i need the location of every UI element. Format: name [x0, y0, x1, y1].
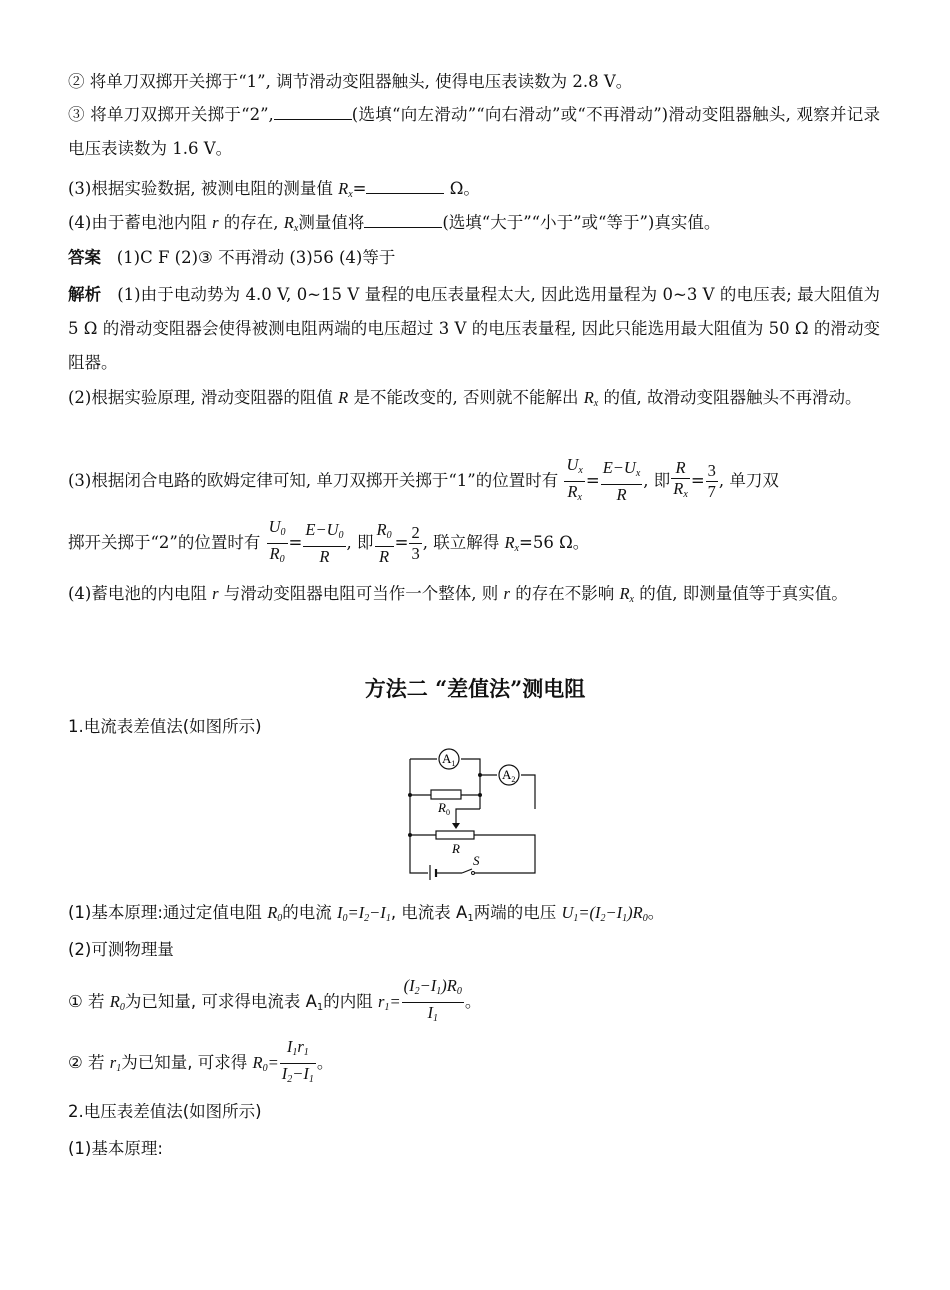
- answer-line: 答案 (1)C F (2)③ 不再滑动 (3)56 (4)等于: [68, 248, 396, 267]
- slider-arrow: [452, 823, 460, 829]
- junction-3: [478, 793, 482, 797]
- fraction-r0-r: $\frac{R_0}{R}$: [376, 520, 392, 566]
- junction-4: [408, 833, 412, 837]
- method-1-principle: (1)基本原理:通过定值电阻 $R_0$的电流 $I_0=I_2-I_1$, 电流表 $A_1$两端的电压 $U_1=(I_2-I_1)R_0$。: [68, 903, 665, 924]
- section-heading: 方法二 “差值法”测电阻: [364, 676, 586, 701]
- fraction-r1: $\frac{(I_2-I_1)R_0}{I_1}$: [403, 976, 462, 1024]
- answer-label: 答案: [68, 248, 101, 267]
- fraction-u0-r0: $\frac{U_0}{R_0}$: [268, 517, 286, 565]
- rheostat-r-label: R: [452, 841, 460, 856]
- resistor-r0-label: $R_0$: [438, 800, 450, 817]
- wire-r-feed: [456, 809, 480, 824]
- analysis-2: (2)根据实验原理, 滑动变阻器的阻值 R 是不能改变的, 否则就不能解出 $R_x$ 的值, 故滑动变阻器触头不再滑动。: [68, 388, 862, 409]
- fraction-e-ux-r: $\frac{E-U_x}{R}$: [602, 458, 641, 504]
- analysis-4: (4)蓄电池的内电阻 r 与滑动变阻器电阻可当作一个整体, 则 r 的存在不影响 $R_x$ 的值, 即测量值等于真实值。: [68, 584, 848, 605]
- fraction-2-3: $\frac{2}{3}$: [411, 523, 420, 563]
- method-1-measurable: (2)可测物理量: [68, 940, 174, 959]
- wire-r-right: [473, 835, 535, 873]
- junction-2: [478, 773, 482, 777]
- fraction-3-7: $\frac{3}{7}$: [707, 461, 716, 501]
- wire-a2-right: [521, 775, 535, 809]
- current-difference-circuit: [400, 745, 550, 880]
- analysis-3-line1: (3)根据闭合电路的欧姆定律可知, 单刀双掷开关掷于“1”的位置时有 $\frac{U_x}{R_x}$ = $\frac{E-U_x}{R}$ , 即 $\frac{R}{R_x}$ = $\frac{3}{7}$ , 单刀双: [68, 455, 779, 508]
- method-2-title: 2.电压表差值法(如图所示): [68, 1102, 262, 1121]
- method-2-principle: (1)基本原理:: [68, 1139, 163, 1158]
- method-1-case-1: ① 若 $R_0$为已知量, 可求得电流表 $A_1$的内阻 $r_1=$ $\frac{(I_2-I_1)R_0}{I_1}$ 。: [68, 976, 481, 1029]
- rheostat-r: [436, 831, 474, 839]
- question-3: (3)根据实验数据, 被测电阻的测量值 $R_x= \Omega$。: [68, 179, 480, 200]
- answer-blank-3[interactable]: [364, 213, 442, 228]
- analysis-3-line2: 掷开关掷于“2”的位置时有 $\frac{U_0}{R_0}$ = $\frac{E-U_0}{R}$ , 即 $\frac{R_0}{R}$ = $\frac{2}{3}$ , 联立解得 $R_x=56$ Ω。: [68, 517, 589, 570]
- answer-blank-2[interactable]: [366, 179, 444, 194]
- ammeter-a1-label: $A_1$: [442, 751, 456, 768]
- switch-blade: [462, 869, 472, 873]
- ammeter-a2-label: $A_2$: [502, 767, 516, 784]
- fraction-r-rx: $\frac{R}{R_x}$: [673, 458, 688, 500]
- method-1-title: 1.电流表差值法(如图所示): [68, 717, 262, 736]
- wire-top-mid: [461, 759, 480, 809]
- fraction-e-u0-r: $\frac{E-U_0}{R}$: [305, 520, 344, 566]
- junction-1: [408, 793, 412, 797]
- switch-s-label: S: [473, 853, 480, 868]
- question-4: (4)由于蓄电池内阻 r 的存在, $R_x$测量值将 (选填“大于”“小于”或“等于”)真实值。: [68, 213, 721, 234]
- fraction-ux-rx: $\frac{U_x}{R_x}$: [566, 455, 583, 503]
- analysis-1: 解析 (1)由于电动势为 4.0 V, 0~15 V 量程的电压表量程太大, 因此选用量程为 0~3 V 的电压表; 最大阻值为 5 Ω 的滑动变阻器会使得被测电阻两端的电压超过 3 V 的电压表量程, 因此只能选用最大阻值为 50 Ω 的滑动变阻器。: [68, 285, 880, 372]
- step-2: ② 将单刀双掷开关掷于“1”, 调节滑动变阻器触头, 使得电压表读数为 2.8 V。: [68, 72, 633, 91]
- wire-left: [410, 759, 428, 873]
- step-3: ③ 将单刀双掷开关掷于“2”, (选填“向左滑动”“向右滑动”或“不再滑动”)滑动变阻器触头, 观察并记录电压表读数为 1.6 V。: [68, 105, 880, 158]
- switch-contact: [472, 872, 475, 875]
- resistor-r0: [431, 790, 461, 799]
- fraction-r0: $\frac{I_1r_1}{I_2-I_1}$: [281, 1037, 314, 1085]
- analysis-label: 解析: [68, 285, 102, 304]
- method-1-case-2: ② 若 $r_1$为已知量, 可求得 $R_0=$ $\frac{I_1r_1}{I_2-I_1}$ 。: [68, 1037, 333, 1090]
- answer-blank-1[interactable]: [274, 105, 352, 120]
